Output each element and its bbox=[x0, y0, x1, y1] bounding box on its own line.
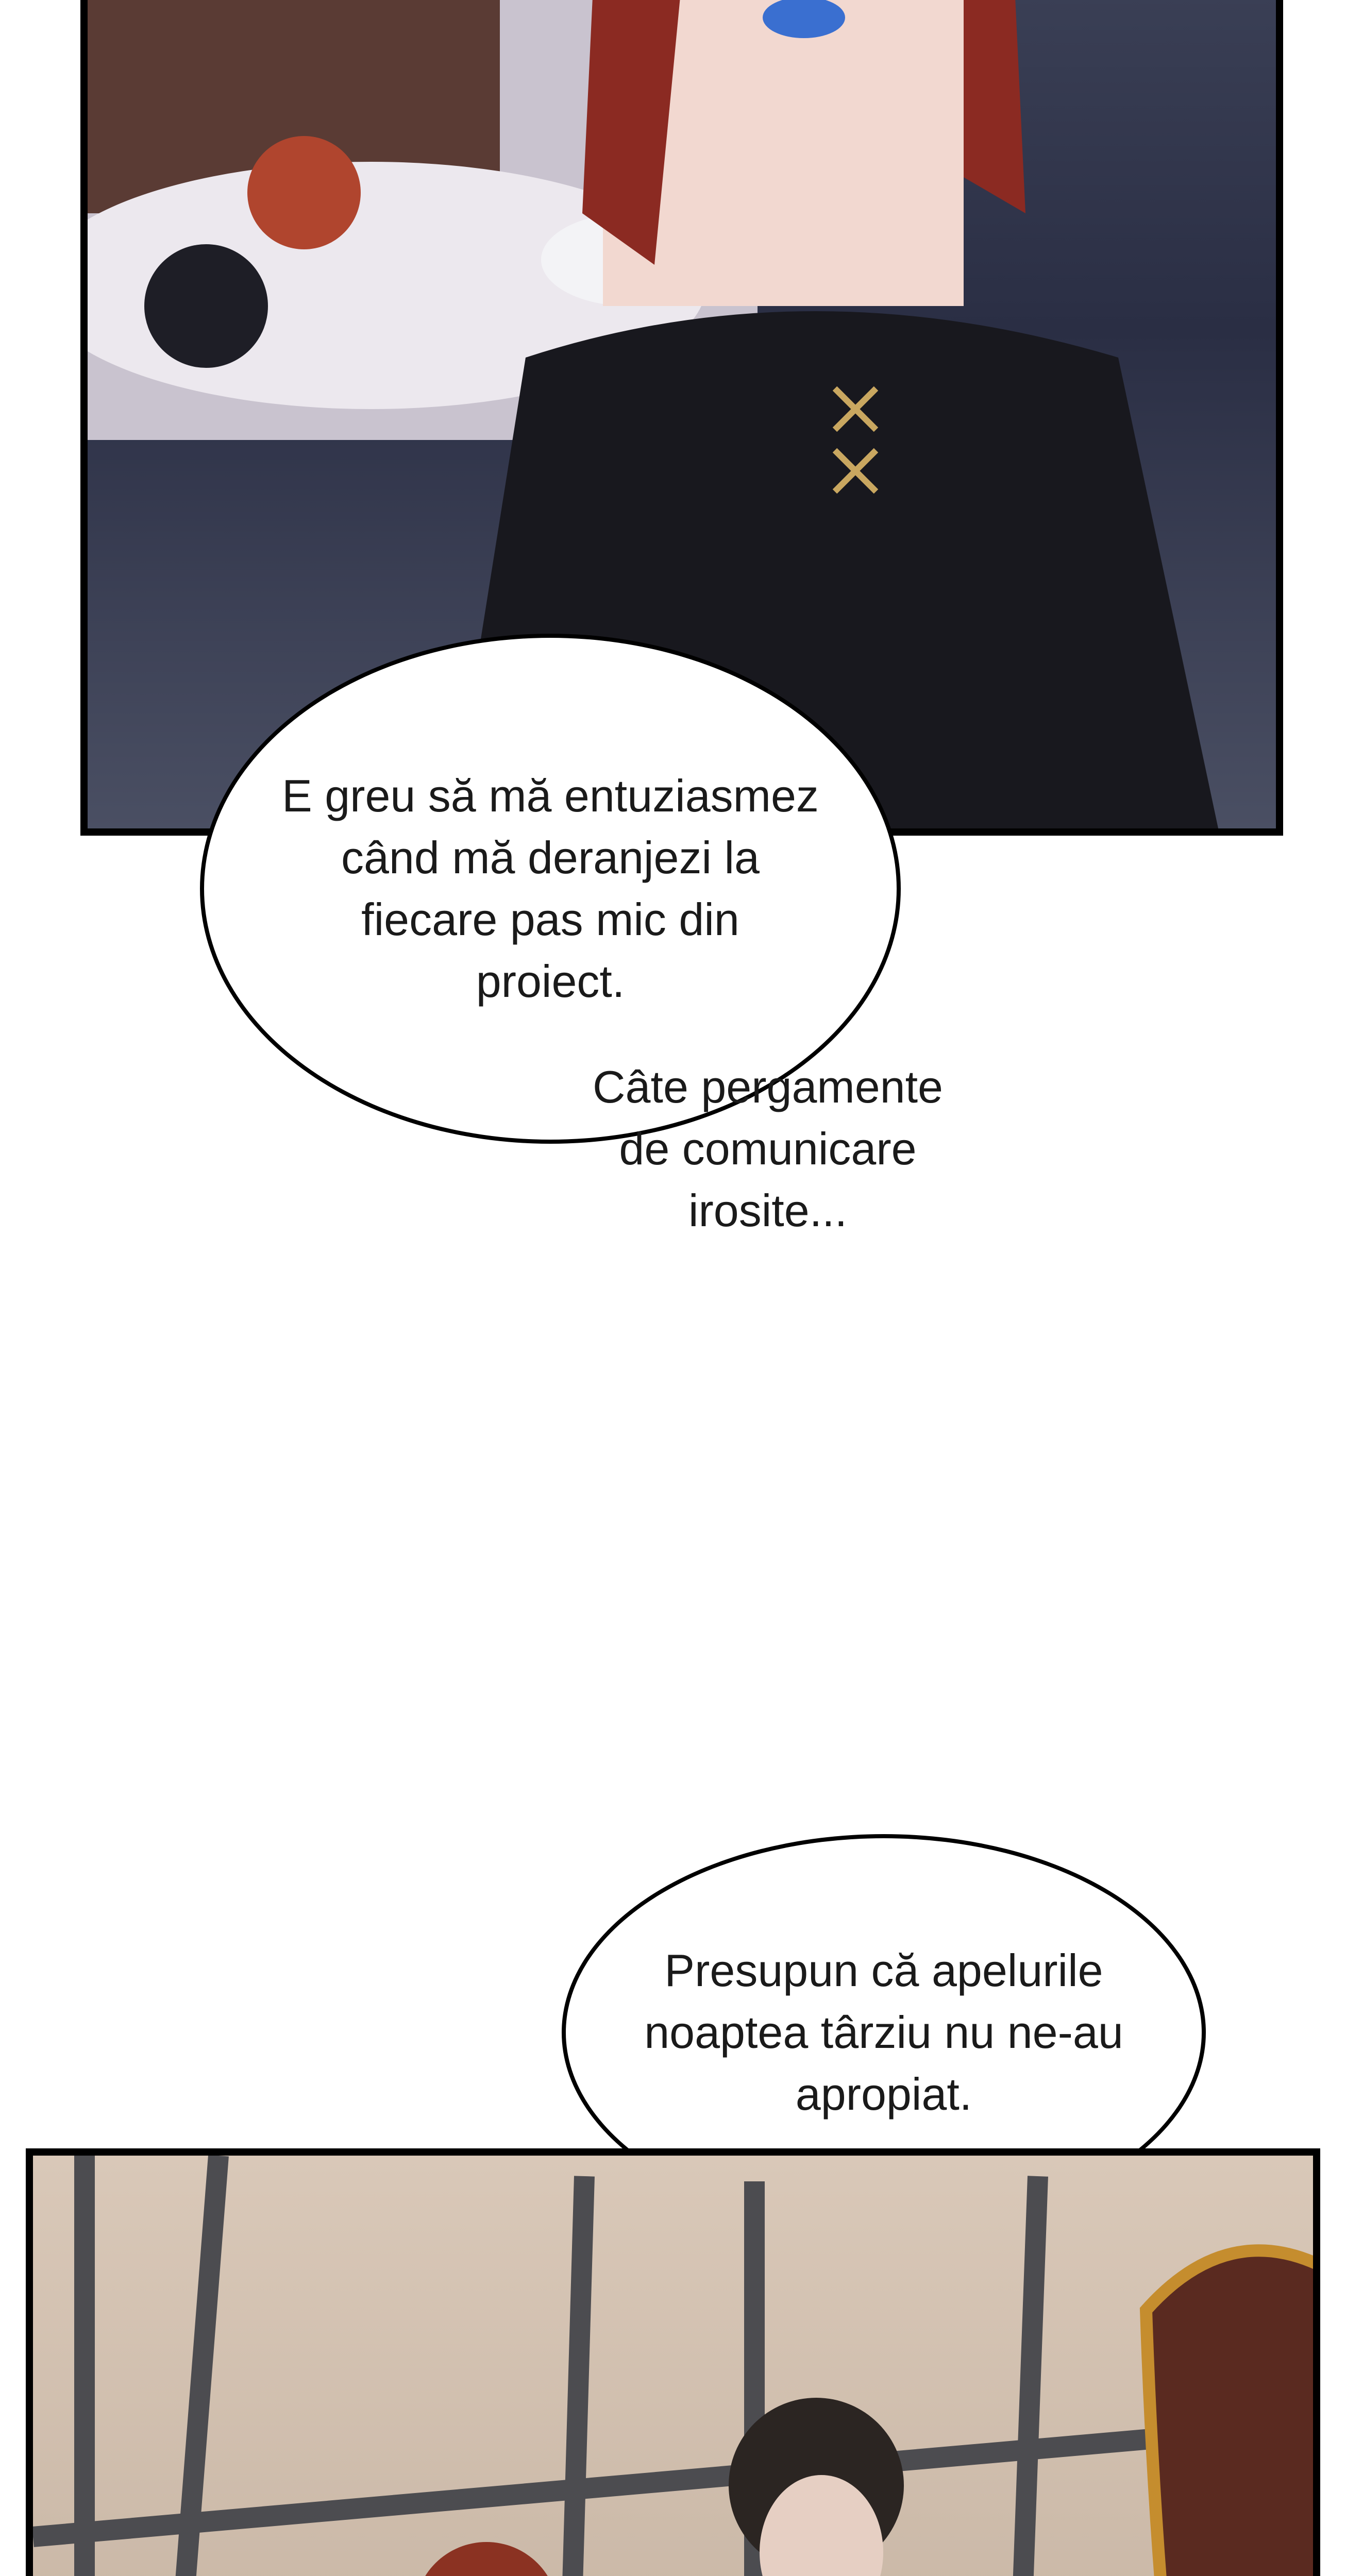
trophy-urn bbox=[1146, 2250, 1320, 2576]
speech-bubble-1-text: E greu să mă entuziasmez când mă deranjezi la fiecare pas mic din proiect. bbox=[282, 770, 819, 1007]
main-character-hair-right bbox=[964, 0, 1025, 213]
bottom-panel-illustration bbox=[33, 2156, 1320, 2576]
shouting-black-hair-character bbox=[144, 244, 268, 368]
narration-text: Câte pergamente de comunicare irosite... bbox=[593, 1061, 943, 1236]
bottom-panel bbox=[26, 2148, 1320, 2576]
steel-girders bbox=[33, 2156, 1320, 2576]
speech-bubble-2-text: Presupun că apelurile noaptea târziu nu ne-au apropiat. bbox=[644, 1945, 1123, 2120]
sleeping-red-hair-character bbox=[247, 136, 361, 249]
red-hair-character bbox=[414, 2542, 559, 2576]
